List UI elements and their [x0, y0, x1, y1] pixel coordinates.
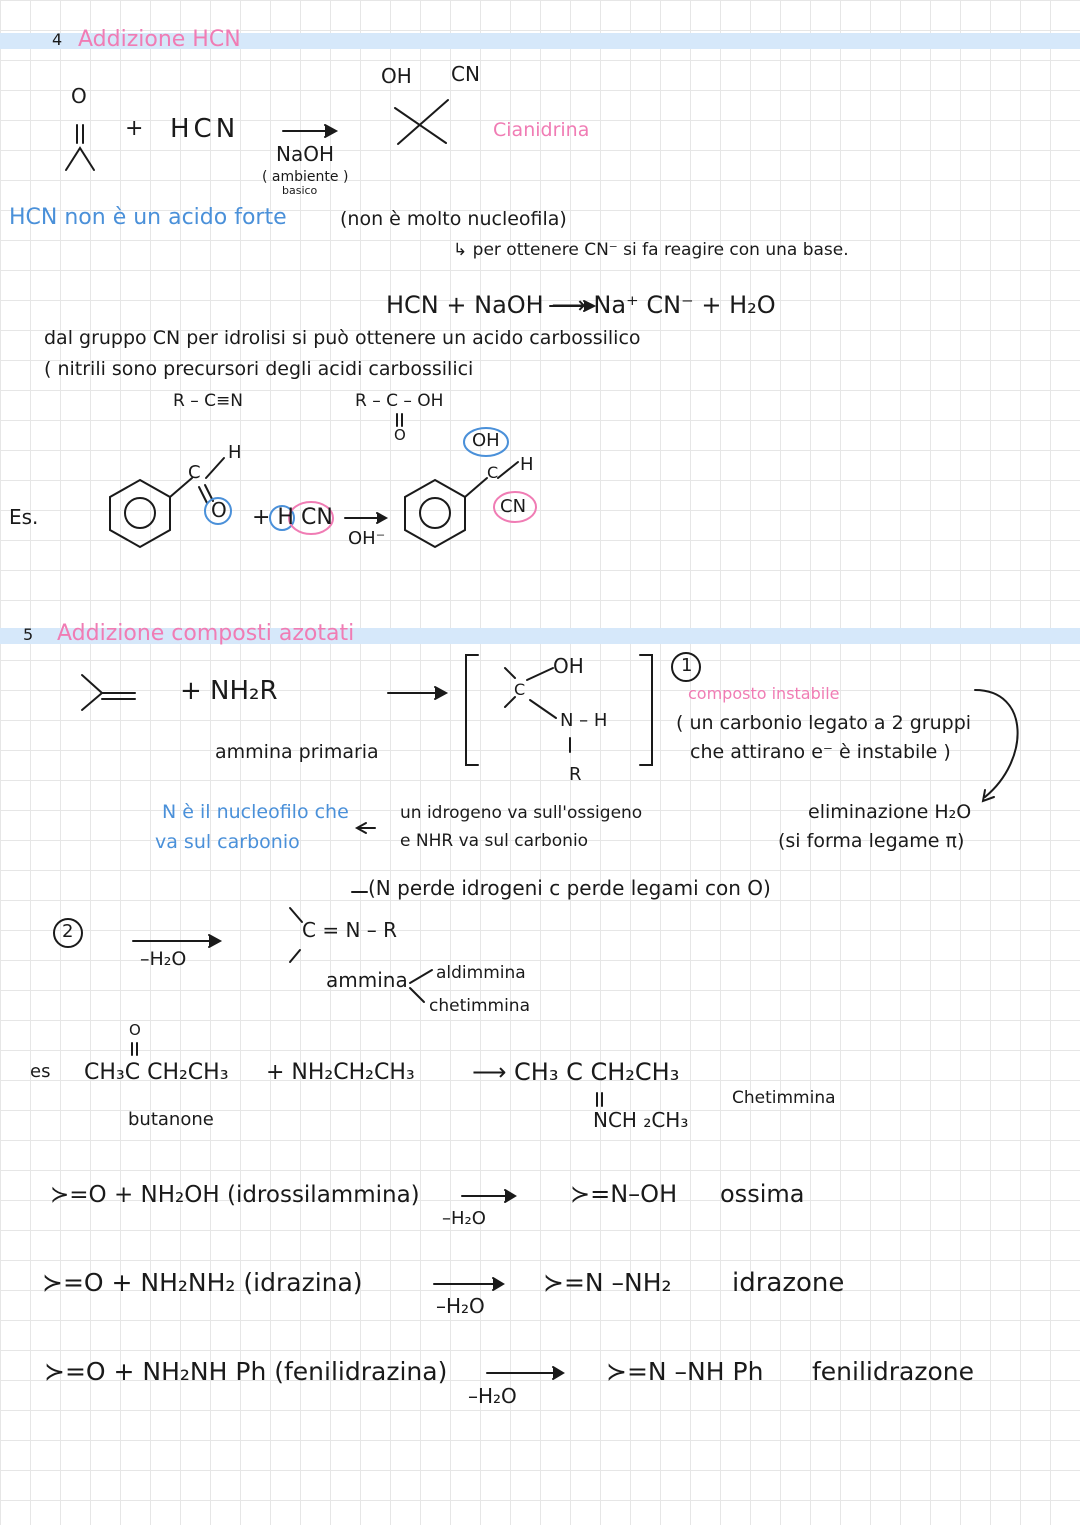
hydrazone-product: ≻=N –NH₂ [543, 1268, 672, 1297]
aldehyde-h-bond [206, 458, 224, 478]
product-cn-label: CN [500, 496, 527, 517]
unstable-line-2: che attirano e⁻ è instabile ) [690, 741, 951, 763]
example-label: Es. [9, 505, 39, 529]
section-5-number: 5 [23, 625, 34, 644]
int-bond-1 [505, 668, 515, 678]
int-bond-n [530, 700, 556, 718]
product-hydrogen: H [520, 454, 534, 475]
hydrolysis-line-2: ( nitrili sono precursori degli acidi carbossilici [44, 358, 474, 380]
dehydration-arrow-head [209, 935, 220, 947]
ketimine-name: chetimmina [429, 996, 531, 1016]
bracket-left [466, 655, 478, 765]
unstable-title: composto instabile [688, 684, 840, 703]
hydrogen-note-1: un idrogeno va sull'ossigeno [400, 803, 643, 823]
intermediate-oh: OH [553, 654, 584, 678]
intermediate-carbon: C [514, 680, 526, 699]
ketimine-product-name: Chetimmina [732, 1088, 836, 1108]
hydrazone-reaction: ≻=O + NH₂NH₂ (idrazina) [42, 1268, 363, 1297]
example-oh-minus: OH⁻ [348, 528, 386, 549]
ketone-oxygen: O [71, 84, 87, 108]
imine-bond-1 [290, 908, 302, 922]
butanone-formula: CH₃C CH₂CH₃ [84, 1060, 229, 1085]
ketimine-product-n: NCH ₂CH₃ [593, 1108, 689, 1132]
ketimine-branch [410, 988, 424, 1002]
benzene-circle-1 [125, 498, 155, 528]
intermediate-nh: N – H [560, 710, 608, 731]
reaction-plus: + [125, 116, 144, 141]
int-bond-oh [527, 668, 553, 680]
ketone-5-skeleton [82, 675, 102, 710]
product-oh-label: OH [472, 430, 500, 451]
aldehyde-oxygen: O [211, 498, 227, 522]
hcn-not-strong-acid: HCN non è un acido forte [9, 205, 287, 230]
product-carbon: C [487, 463, 499, 482]
row2-arrow-head [493, 1278, 503, 1290]
condition-note-2: basico [282, 184, 318, 197]
aldehyde-hydrogen: H [228, 442, 242, 463]
elimination-note-2: (si forma legame π) [778, 830, 965, 852]
phenylhydrazone-reaction: ≻=O + NH₂NH Ph (fenilidrazina) [44, 1357, 448, 1386]
loses-note: (N perde idrogeni c perde legami con O) [368, 876, 771, 900]
dehydration-label: –H₂O [140, 948, 187, 970]
imine-formula: C = N – R [302, 918, 398, 942]
bracket-right [640, 655, 652, 765]
base-note: ↳ per ottenere CN⁻ si fa reagire con una base. [453, 240, 849, 260]
ketimine-product: ⟶ CH₃ C CH₂CH₃ [472, 1058, 680, 1086]
elimination-note-1: eliminazione H₂O [808, 801, 972, 823]
example-arrow-head [377, 513, 386, 523]
nitrile-formula: R – C≡N [173, 391, 243, 411]
benzene-ring-1 [110, 480, 170, 547]
imine-name: ammina [326, 968, 408, 992]
intermediate-r: R [569, 764, 582, 785]
hydrazone-name: idrazone [732, 1268, 845, 1298]
aldehyde-carbon: C [188, 462, 201, 483]
section-5-title: Addizione composti azotati [57, 621, 355, 646]
example-plus-hcn: + H CN [252, 505, 333, 530]
acid-oxygen: O [394, 426, 406, 444]
ethylamine-reagent: + NH₂CH₂CH₃ [266, 1060, 415, 1085]
benzene-2-bond [465, 478, 487, 497]
row3-arrow-head [553, 1367, 563, 1379]
butanone-oxygen: O [129, 1021, 141, 1039]
phenylhydrazone-product: ≻=N –NH Ph [606, 1357, 764, 1386]
aldimine-name: aldimmina [436, 963, 526, 983]
cyanohydrin-bond-2 [398, 100, 448, 144]
hcn-nucleophile-note: (non è molto nucleofila) [340, 208, 567, 230]
row1-arrow-head [505, 1190, 515, 1202]
hydrogen-note-2: e NHR va sul carbonio [400, 831, 589, 851]
cyanohydrin-label: Cianidrina [493, 119, 590, 141]
benzene-circle-2 [420, 498, 450, 528]
circle-2-number: 2 [62, 921, 74, 942]
product-cn: CN [451, 62, 480, 86]
reaction-arrow-1-head [325, 125, 336, 137]
hydrazone-condition: –H₂O [436, 1294, 485, 1318]
section-4-number: 4 [52, 30, 63, 49]
section-4-title: Addizione HCN [78, 27, 241, 52]
nucleophile-note-1: N è il nucleofilo che [162, 801, 349, 823]
aldehyde-co-1 [199, 487, 207, 503]
butanone-name: butanone [128, 1109, 214, 1130]
product-h-bond [498, 462, 518, 478]
condition-note-1: ( ambiente ) [262, 169, 349, 185]
unstable-line-1: ( un carbonio legato a 2 gruppi [676, 712, 972, 734]
hcn-reagent: HCN [170, 114, 240, 144]
amine-reagent: + NH₂R [180, 676, 278, 706]
aldimine-branch [410, 970, 432, 983]
nucleophile-note-2: va sul carbonio [155, 831, 300, 853]
circle-1-number: 1 [681, 655, 693, 676]
product-oh: OH [381, 64, 412, 88]
imine-bond-2 [290, 950, 300, 962]
elimination-curve [975, 690, 1018, 797]
ketone-skeleton [66, 148, 94, 170]
section5-arrow-head [435, 687, 446, 699]
amine-name: ammina primaria [215, 741, 379, 763]
hcn-naoh-equation: HCN + NaOH ⟶ Na⁺ CN⁻ + H₂O [386, 291, 776, 319]
phenylhydrazone-name: fenilidrazone [812, 1357, 974, 1386]
oxime-product: ≻=N–OH [570, 1180, 678, 1208]
acid-formula: R – C – OH [355, 391, 444, 411]
phenylhydrazone-condition: –H₂O [468, 1384, 517, 1408]
oxime-reaction: ≻=O + NH₂OH (idrossilammina) [50, 1182, 420, 1208]
example-5-label: es [30, 1061, 51, 1082]
benzene-ring-2 [405, 480, 465, 547]
oxime-name: ossima [720, 1180, 805, 1208]
oxime-condition: –H₂O [442, 1208, 486, 1229]
hydrolysis-line-1: dal gruppo CN per idrolisi si può ottenere un acido carbossilico [44, 327, 641, 349]
naoh-condition: NaOH [276, 142, 334, 166]
